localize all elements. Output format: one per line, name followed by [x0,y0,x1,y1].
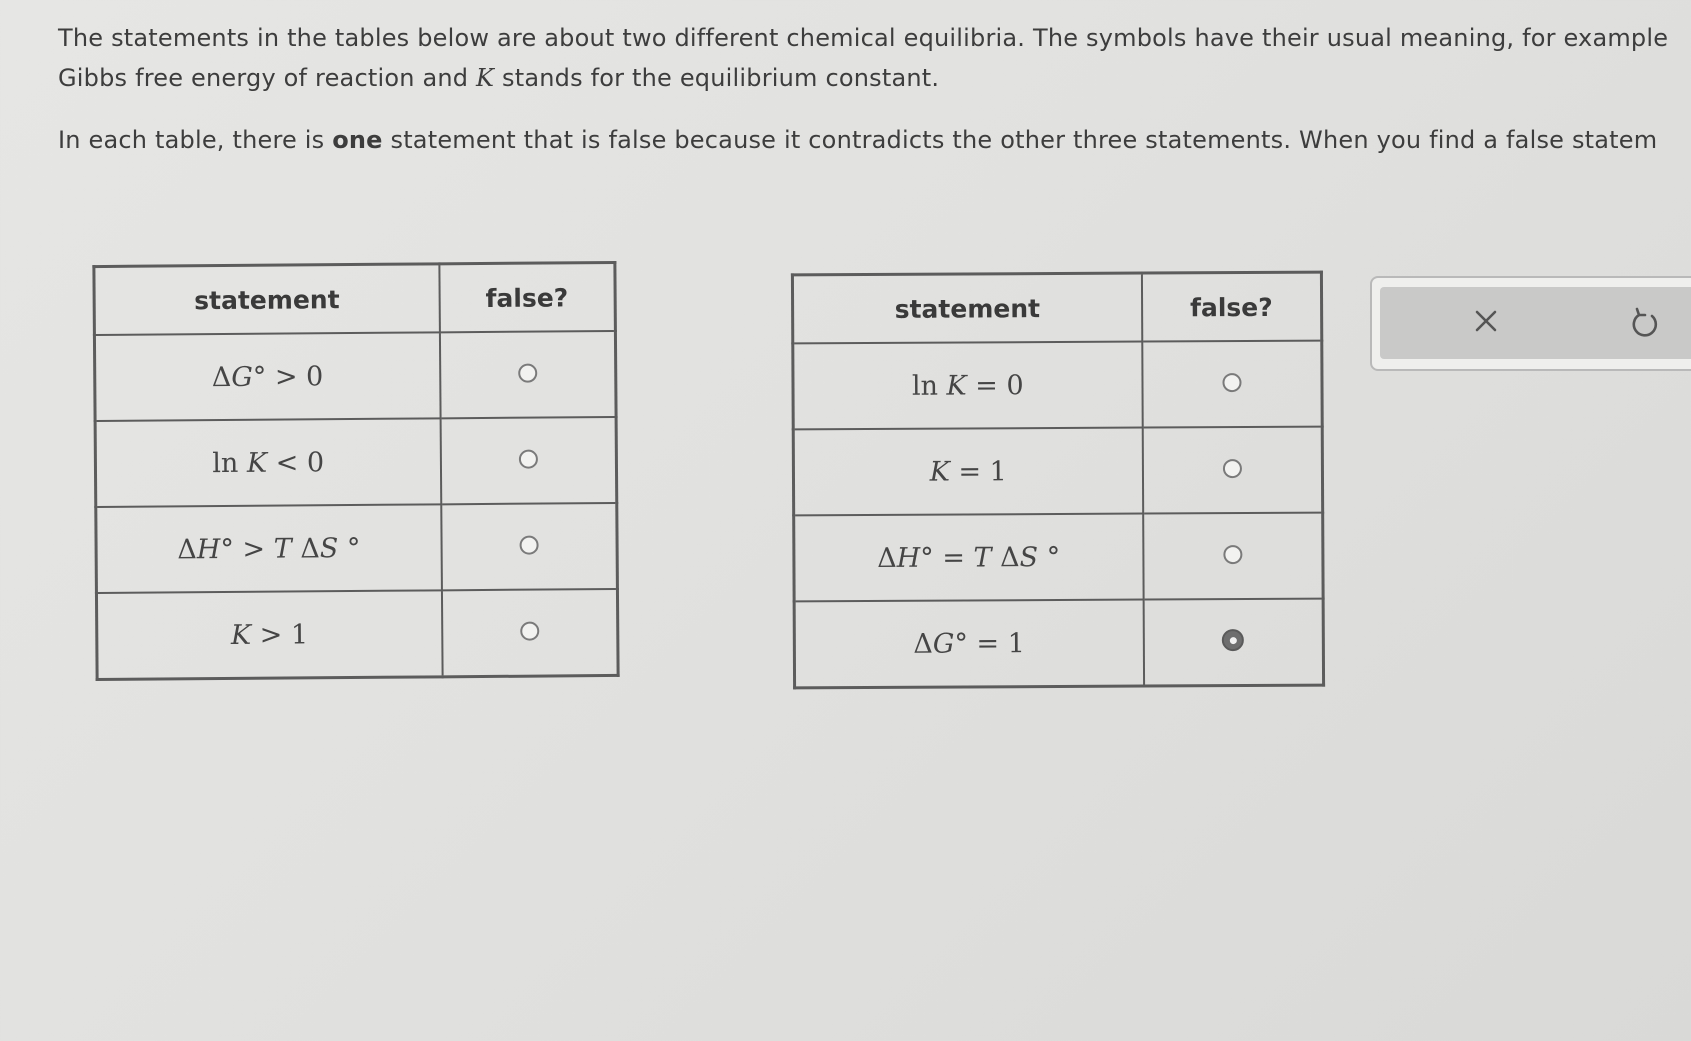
table-row [96,589,618,680]
statement-cell [94,332,440,421]
table-row [96,503,618,593]
statement-part: < 0 [266,446,325,479]
statement-symbol: G [932,628,955,660]
instructions-line-3 [58,120,1691,160]
table-row [95,417,617,507]
statement-symbol: K [946,369,967,402]
action-panel [1370,276,1691,371]
statement-part: ° [338,532,361,564]
statement-part: > 1 [251,618,309,651]
false-radio[interactable] [1222,373,1241,392]
statement-symbol: S [1019,541,1039,573]
header-false: false? [1141,272,1321,341]
line3-text-b: statement that is false because it contradicts the other three statements. When you find a false statem [382,126,1658,154]
statement-part: Δ [211,361,232,393]
statement-part: ° = 1 [954,627,1025,660]
statement-symbol: G [231,361,253,393]
undo-button[interactable] [1625,303,1665,343]
k-symbol: K [476,64,495,92]
statement-symbol: K [246,447,268,479]
statement-cell [96,590,442,679]
statement-part: = 1 [949,455,1007,488]
statement-part: Δ [913,628,933,660]
false-cell [1142,341,1322,428]
statement-part: ° = [920,541,974,574]
statement-symbol: S [319,532,339,564]
header-false: false? [439,262,616,332]
close-x-icon [1466,302,1506,342]
statement-cell [95,418,441,507]
false-cell [439,331,616,418]
false-radio[interactable] [519,449,538,468]
false-cell [440,417,617,504]
line3-text-a: In each table, there is [58,126,333,154]
statement-part: Δ [177,533,197,565]
header-statement: statement [792,273,1141,343]
table-row [793,427,1322,516]
false-cell [441,503,618,590]
statement-cell [96,504,442,593]
table-row [794,513,1323,602]
statement-cell [794,514,1143,602]
false-cell [441,589,618,677]
false-radio-selected[interactable] [1222,629,1244,651]
statement-part: ln [911,370,947,402]
instructions-line-2 [58,58,1691,98]
statement-cell [793,342,1142,430]
statement-part: Δ [877,542,897,574]
statement-part: Δ [291,532,320,565]
statement-symbol: K [929,456,950,488]
instructions [58,18,1691,160]
false-radio[interactable] [1223,459,1242,478]
statement-cell [794,600,1143,688]
clear-button[interactable] [1466,302,1506,342]
false-radio[interactable] [1223,545,1242,564]
statement-part: ° > [220,533,274,565]
table-row [94,331,616,421]
table-header-row [792,272,1321,343]
statement-part: ° > 0 [252,360,324,393]
statement-part: ° [1038,541,1061,573]
statement-part: Δ [991,541,1020,573]
line2-text-b: stands for the equilibrium constant. [494,64,940,92]
header-statement: statement [94,264,440,335]
false-radio[interactable] [520,621,539,640]
false-radio[interactable] [519,535,538,554]
false-cell [1142,427,1322,514]
statement-symbol: H [896,542,921,574]
false-cell [1143,599,1323,686]
false-radio[interactable] [518,363,537,382]
table-row [793,341,1322,430]
statement-symbol: T [273,533,292,565]
line2-text-a: Gibbs free energy of reaction and [58,64,477,92]
statement-symbol: T [973,541,992,573]
undo-arrow-icon [1625,303,1665,343]
statement-symbol: K [230,619,252,651]
table-header-row [94,262,616,335]
action-bar [1380,287,1691,359]
statement-part: = 0 [966,369,1024,401]
statement-symbol: H [196,533,221,565]
statement-part: ln [212,447,248,479]
line3-bold-one: one [332,126,383,154]
table-row [794,599,1323,688]
false-cell [1143,513,1323,600]
instructions-line-1: The statements in the tables below are about two different chemical equilibria. The symbols have their usual meaning, for example [58,24,1669,52]
equilibrium-table-2 [791,271,1325,690]
equilibrium-table-1 [92,261,619,681]
statement-cell [793,428,1142,516]
